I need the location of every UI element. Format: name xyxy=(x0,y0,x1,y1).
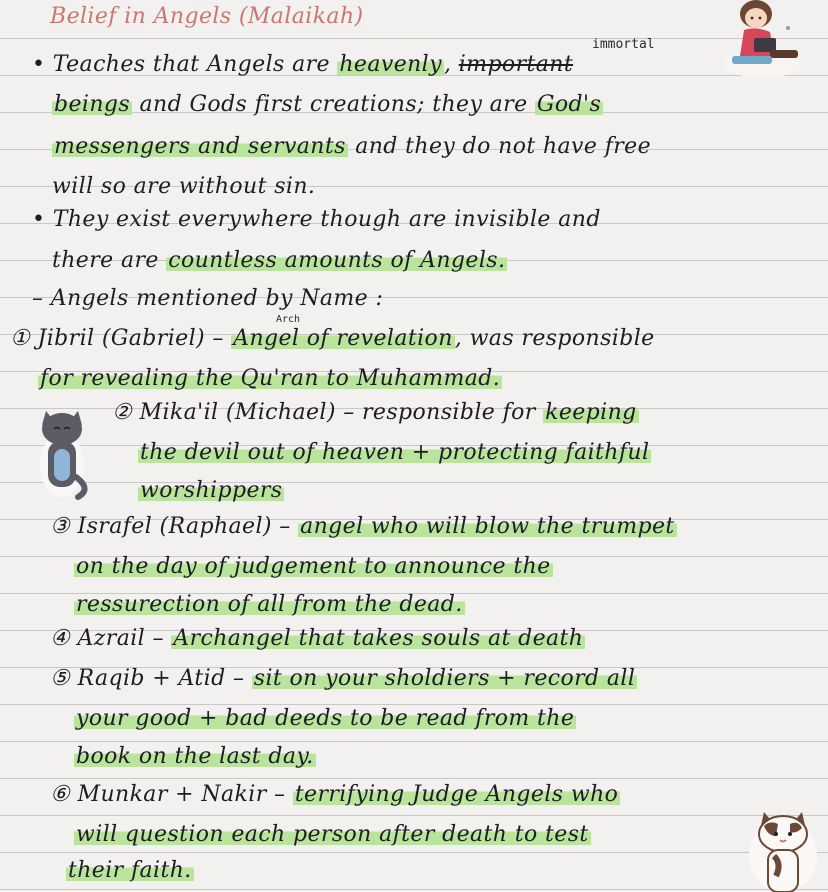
note-line-6 xyxy=(52,246,507,276)
text: • Teaches that Angels are xyxy=(32,52,338,77)
highlight: ressurection of all from the dead. xyxy=(76,592,463,617)
text: ⑤ Raqib + Atid – xyxy=(50,666,252,691)
note-line-2 xyxy=(52,90,603,120)
annotation-immortal: immortal xyxy=(592,37,655,52)
text: ① Jibril (Gabriel) – xyxy=(10,326,232,351)
highlight: will question each person after death to test xyxy=(76,822,589,847)
highlight: beings xyxy=(54,92,131,117)
note-line-8 xyxy=(10,324,655,354)
note-line-18 xyxy=(74,704,576,734)
note-line-9 xyxy=(38,364,502,394)
highlight: terrifying Judge Angels who xyxy=(294,782,619,807)
highlight: on the day of judgement to announce the xyxy=(76,554,551,579)
crossed-out-word: important xyxy=(458,52,574,77)
note-line-17 xyxy=(50,664,637,694)
note-line-21 xyxy=(74,820,591,850)
text: ⑥ Munkar + Nakir – xyxy=(50,782,293,807)
note-line-1 xyxy=(32,50,573,80)
girl-reading-sticker xyxy=(722,0,804,80)
page-title: Belief in Angels (Malaikah) xyxy=(50,4,364,29)
highlight: messengers and servants xyxy=(54,134,346,159)
highlight: Archangel that takes souls at death xyxy=(173,626,584,651)
highlight: for revealing the Qu'ran to Muhammad. xyxy=(40,366,501,391)
note-line-3 xyxy=(52,132,651,162)
note-line-15 xyxy=(74,590,465,620)
text: ② Mika'il (Michael) – responsible for xyxy=(112,400,544,425)
note-line-13 xyxy=(50,512,677,542)
note-line-12 xyxy=(138,476,284,506)
note-line-16 xyxy=(50,624,585,654)
text: and Gods first creations; they are xyxy=(132,92,535,117)
note-line-5: • They exist everywhere though are invisible and xyxy=(32,207,601,232)
note-line-22 xyxy=(66,856,194,886)
highlight: worshippers xyxy=(140,478,283,503)
grey-cat-sticker xyxy=(30,405,94,501)
note-line-10 xyxy=(112,398,639,428)
note-line-11 xyxy=(138,438,651,468)
highlight: the devil out of heaven + protecting faithful xyxy=(140,440,650,465)
calico-cat-sticker xyxy=(746,806,820,892)
annotation-arch: Arch xyxy=(276,314,301,325)
highlight: God's xyxy=(536,92,602,117)
highlight: their faith. xyxy=(68,858,192,883)
text: and they do not have free xyxy=(347,134,651,159)
note-line-20 xyxy=(50,780,620,810)
text: , was responsible xyxy=(454,326,655,351)
text: ④ Azrail – xyxy=(50,626,172,651)
highlight: angel who will blow the trumpet xyxy=(300,514,675,539)
highlight: keeping xyxy=(545,400,637,425)
highlight: your good + bad deeds to be read from the xyxy=(76,706,575,731)
highlight: Angel of revelation xyxy=(233,326,453,351)
note-line-19 xyxy=(74,742,316,772)
text: there are xyxy=(52,248,167,273)
text: , xyxy=(443,52,459,77)
highlight: sit on your sholdiers + record all xyxy=(253,666,636,691)
text: ③ Israfel (Raphael) – xyxy=(50,514,299,539)
highlight: book on the last day. xyxy=(76,744,314,769)
note-line-14 xyxy=(74,552,553,582)
highlight: heavenly xyxy=(339,52,442,77)
highlight: countless amounts of Angels. xyxy=(168,248,506,273)
note-line-7: – Angels mentioned by Name : xyxy=(32,286,384,311)
note-line-4: will so are without sin. xyxy=(52,174,316,199)
